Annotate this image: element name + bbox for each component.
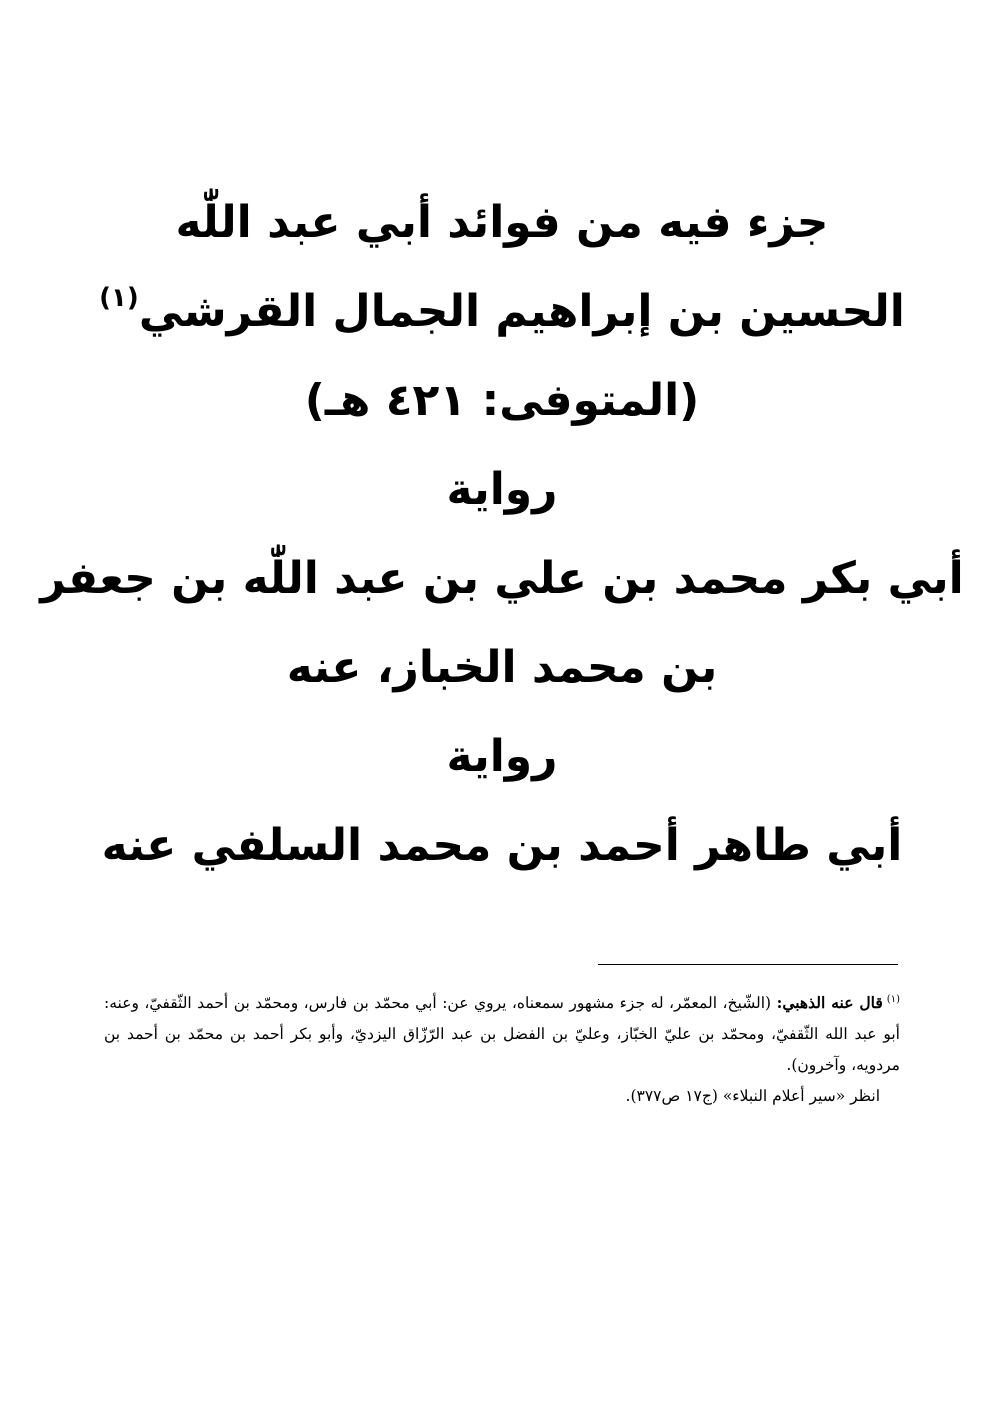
title-line-1: جزء فيه من فوائد أبي عبد اللّٰه — [175, 197, 829, 248]
footnote-lead: قال عنه الذهبي: — [776, 993, 883, 1012]
title-line-3-death-date: (المتوفى: ٤٢١ هـ) — [304, 375, 700, 426]
footnote-reference-marker: (١) — [99, 283, 139, 313]
title-line-2-text: الحسين بن إبراهيم الجمال القرشي — [138, 286, 905, 337]
title-line-2 — [0, 267, 1004, 356]
footnote-section — [104, 984, 900, 1112]
footnote-marker: (١) — [886, 994, 900, 1005]
title-line-8-narrator: أبي طاهر أحمد بن محمد السلفي عنه — [101, 820, 903, 871]
title-line-5-narrator: أبي بكر محمد بن علي بن عبد اللّٰه بن جعفر — [40, 553, 964, 604]
title-line-6-narrator-cont: بن محمد الخباز، عنه — [286, 642, 718, 693]
title-line-4-riwaya: رواية — [446, 464, 558, 515]
footnote-divider — [598, 964, 898, 965]
title-line-7-riwaya: رواية — [446, 731, 558, 782]
title-block — [0, 178, 1004, 890]
footnote-1 — [104, 984, 900, 1081]
footnote-text: (الشّيخ، المعمّر، له جزء مشهور سمعناه، يروي عن: أبي محمّد بن فارس، ومحمّد بن أحمد الثّقفيّ، وعنه: أبو عبد الله الثّقفيّ، ومحمّد بن عليّ الخبّاز، وعليّ بن الفضل بن عبد الرّزّاق اليزديّ، وأبو بكر أحمد بن محمّد بن أحمد بن مردويه، وآخرون). — [104, 994, 900, 1074]
footnote-reference: انظر «سير أعلام النبلاء» (ج١٧ ص٣٧٧). — [625, 1087, 880, 1105]
